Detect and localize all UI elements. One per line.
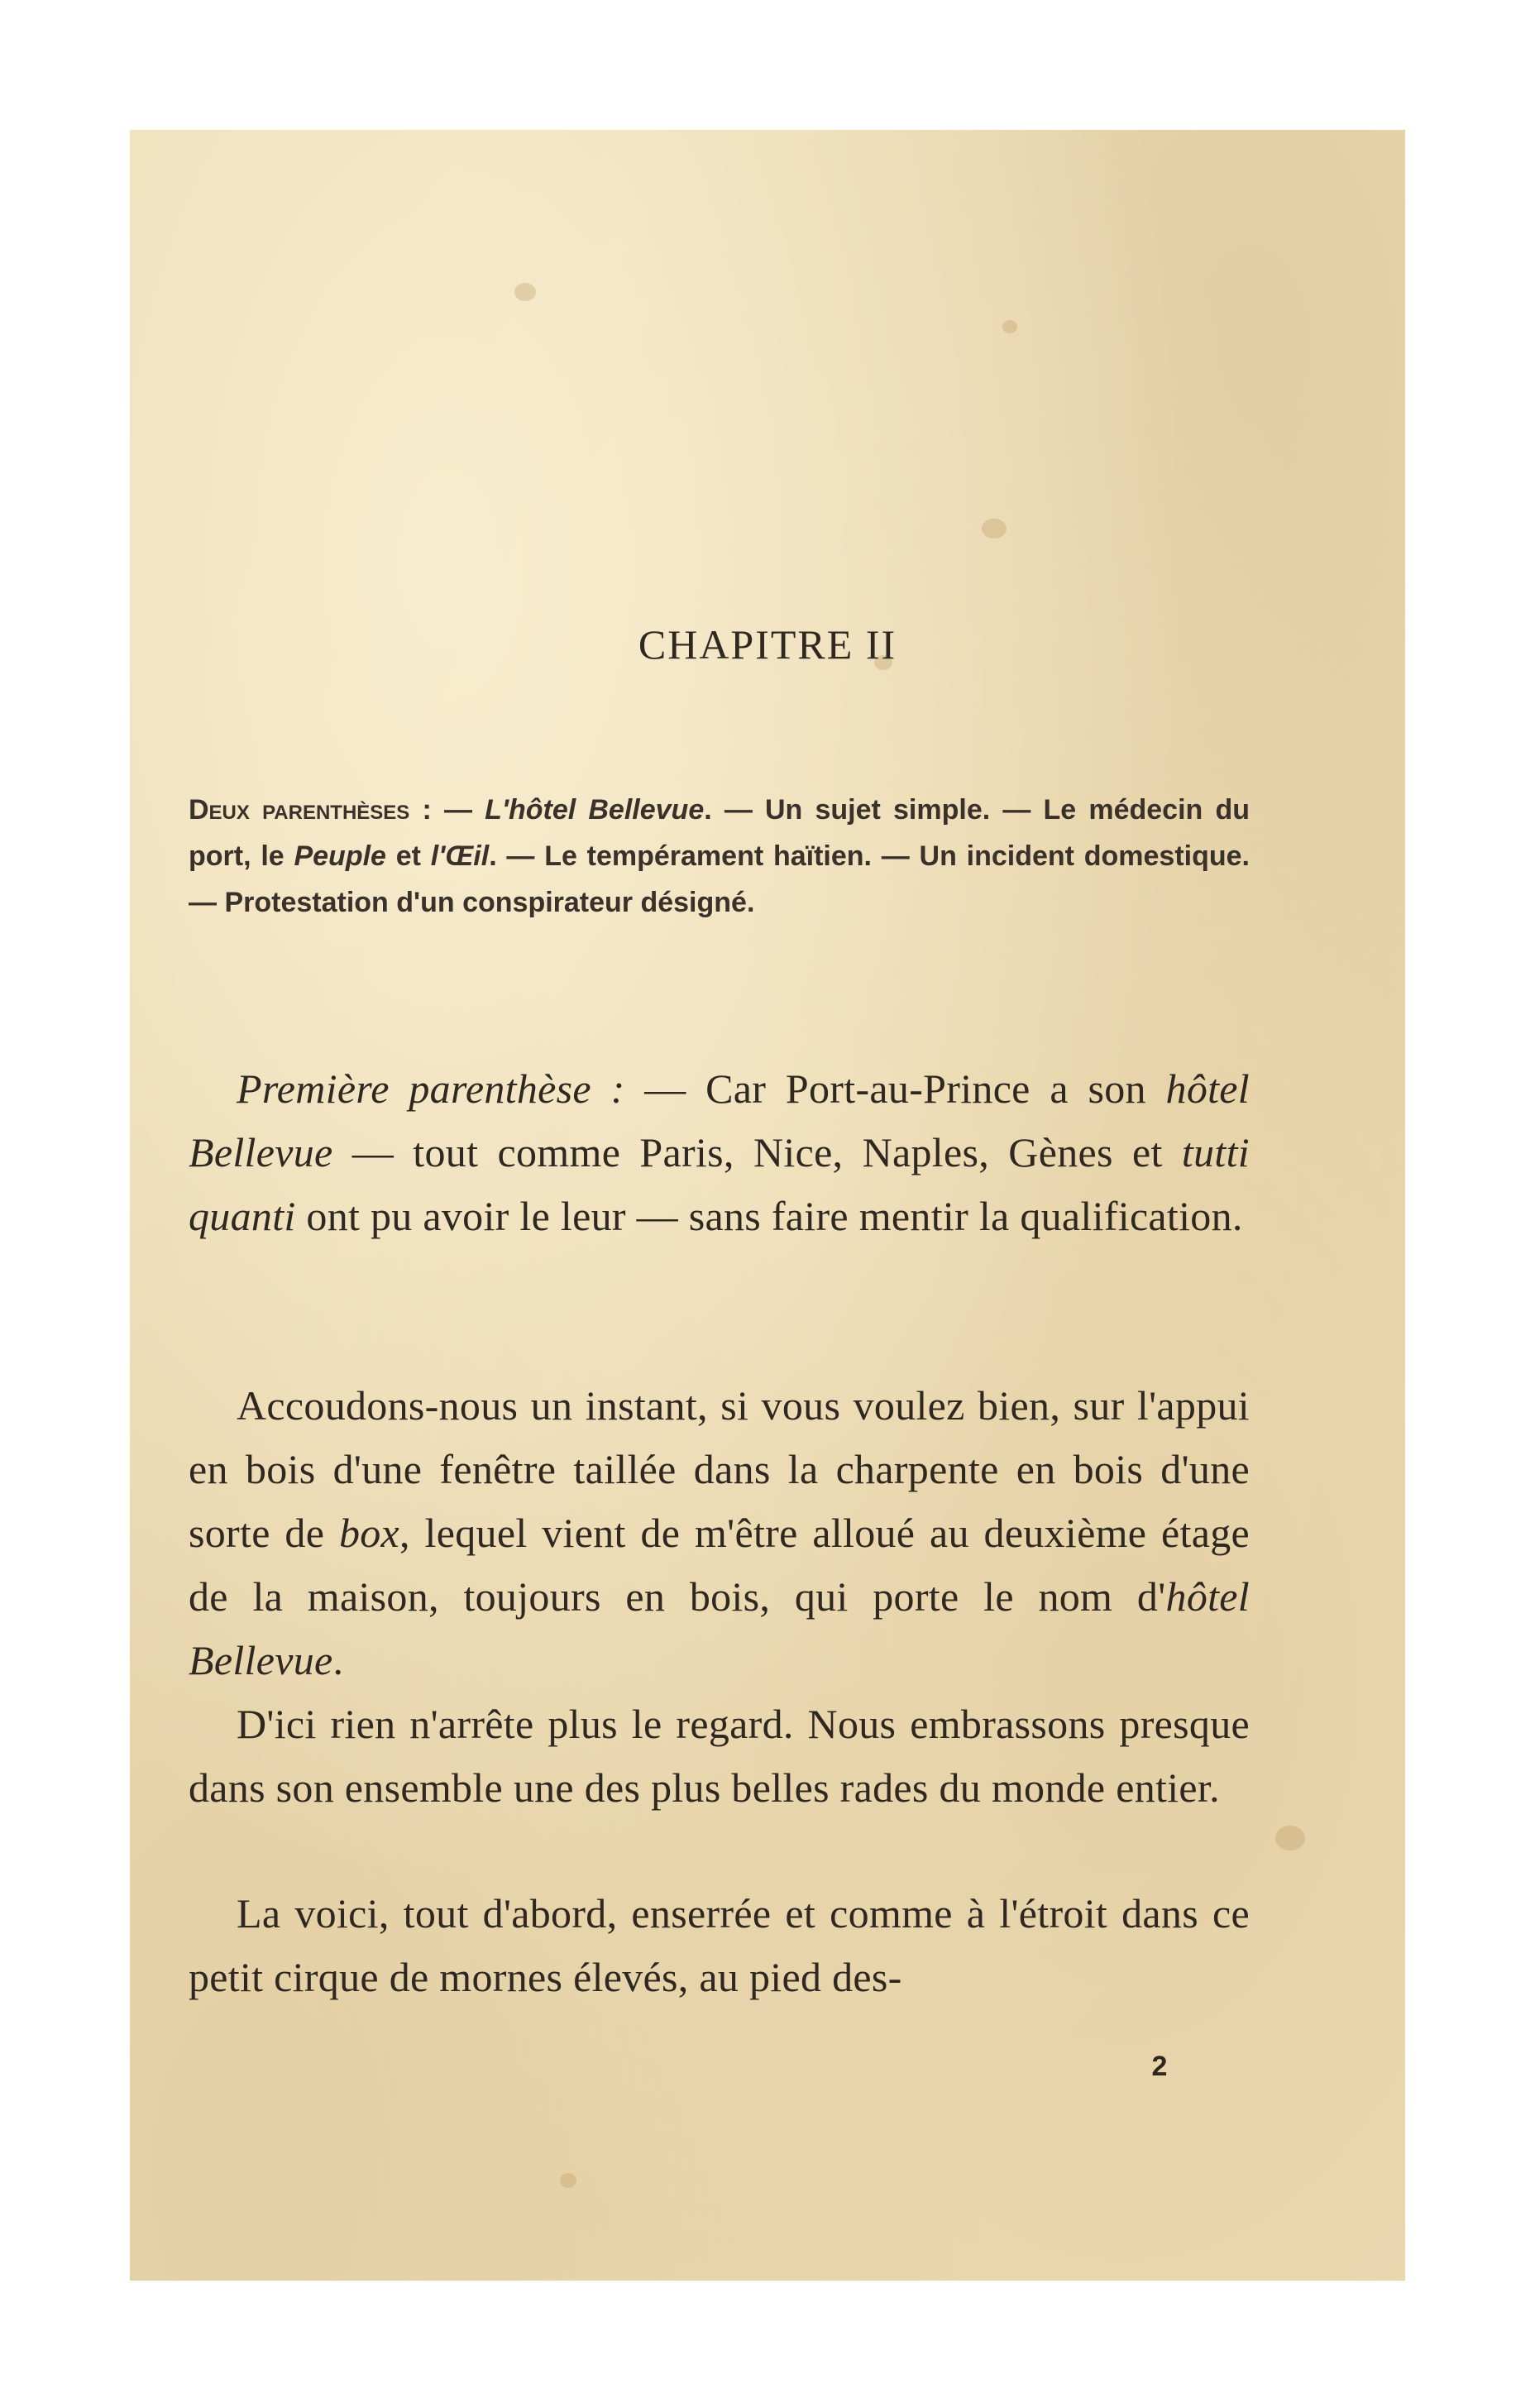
latin-phrase: tutti quanti: [189, 1129, 1250, 1239]
summary-text: . — Un sujet simple. — Le médecin du port, le: [189, 794, 1250, 872]
summary-oeil-title: l'Œil: [430, 840, 490, 872]
summary-text: et: [385, 840, 431, 872]
chapter-title: CHAPITRE II: [638, 621, 897, 668]
foxing-spot: [982, 519, 1007, 539]
foxing-spot: [1275, 1826, 1305, 1850]
foxing-spot: [514, 283, 536, 301]
paragraph-text: , lequel vient de m'être alloué au deuxième étage de la maison, toujours en bois, qui porte le nom d': [189, 1510, 1250, 1620]
paragraph-text: ont pu avoir le leur — sans faire mentir la qualification.: [295, 1193, 1243, 1239]
paragraph-text: — Car Port-au-Prince a son: [624, 1065, 1166, 1112]
paragraph-window-view: [189, 1374, 1250, 1820]
summary-peuple-title: Peuple: [294, 840, 386, 872]
summary-dash: —: [431, 794, 485, 826]
summary-lead: Deux parenthèses :: [189, 794, 432, 826]
paragraph-roadstead: D'ici rien n'arrête plus le regard. Nous embrassons presque dans son ensemble une des plus belles rades du monde entier.: [189, 1701, 1250, 1811]
signature-mark: 2: [1151, 2051, 1168, 2082]
paragraph-first-parenthesis: [189, 1057, 1250, 1248]
paragraph-text: — tout comme Paris, Nice, Naples, Gènes et: [332, 1129, 1182, 1175]
paragraph-text: La voici, tout d'abord, enserrée et comme à l'étroit dans ce petit cirque de mornes élevés, au pied des-: [189, 1890, 1250, 2000]
paragraph-bay: [189, 1882, 1250, 2009]
paragraph-text: Accoudons-nous un instant, si vous voulez bien, sur l'appui en bois d'une fenêtre taillée dans la charpente en bois d'une sorte de: [189, 1382, 1250, 1556]
chapter-summary: [189, 787, 1250, 926]
paragraph-text: .: [332, 1637, 344, 1683]
summary-hotel-title: L'hôtel Bellevue: [485, 794, 705, 826]
hotel-name: hôtel Bellevue: [189, 1573, 1250, 1683]
box-word: box: [338, 1510, 400, 1556]
summary-text: . — Le tempérament haïtien. — Un incident domestique. — Protestation d'un conspirateur désigné.: [189, 840, 1250, 918]
hotel-name: hôtel Bellevue: [189, 1065, 1250, 1175]
foxing-spot: [1002, 320, 1017, 333]
paragraph-label: Première parenthèse :: [237, 1065, 625, 1112]
foxing-spot: [560, 2173, 576, 2188]
